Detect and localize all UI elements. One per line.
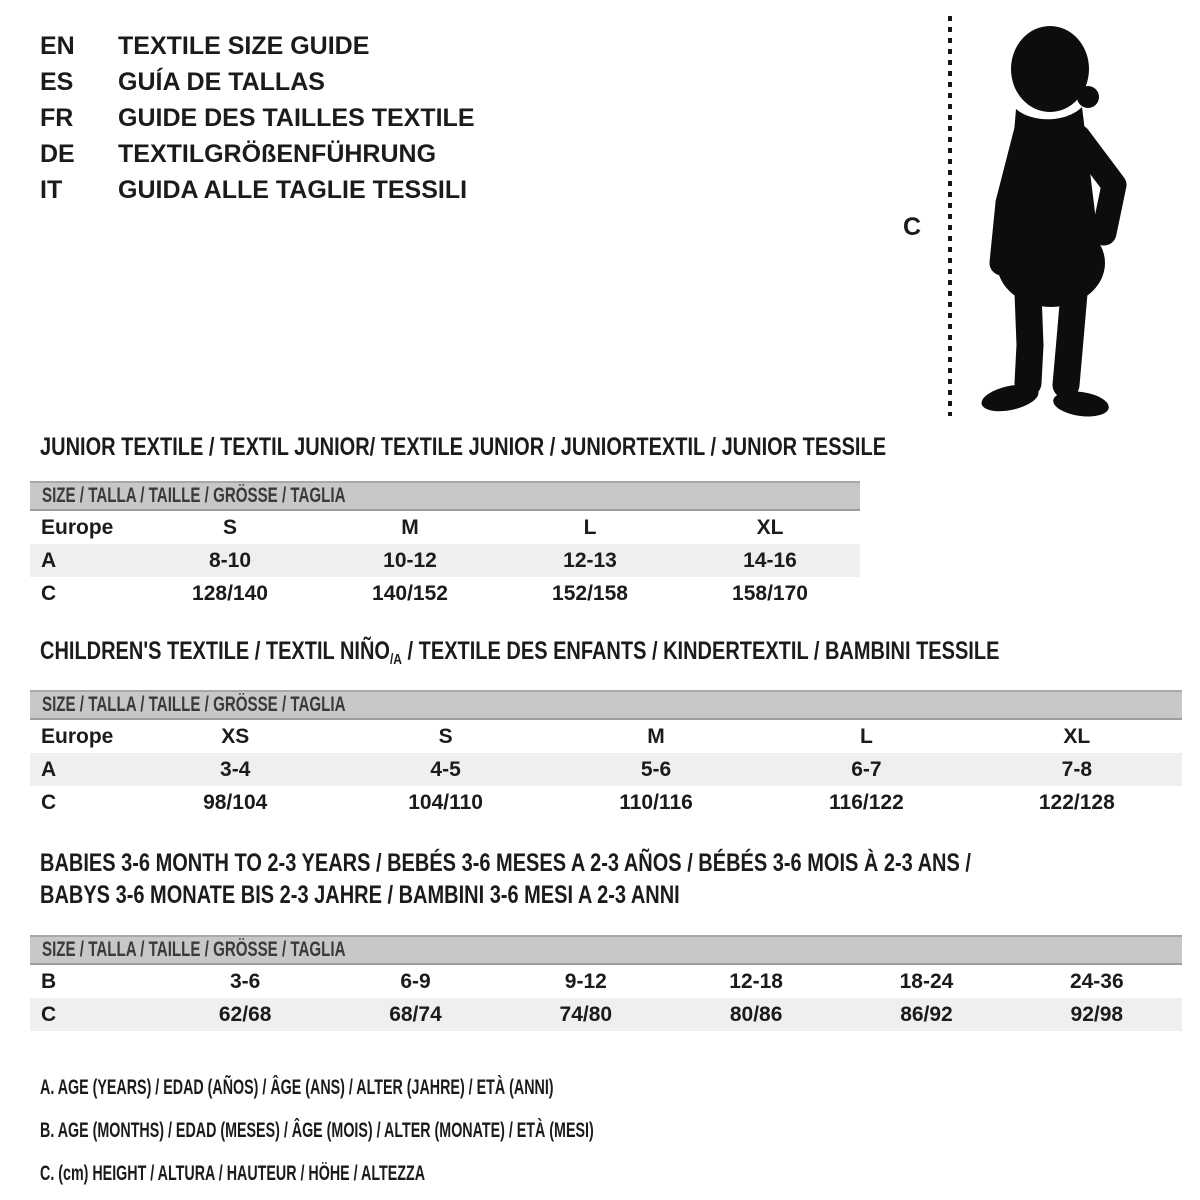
age-cell: 8-10: [208, 548, 252, 572]
language-title: TEXTILE SIZE GUIDE: [118, 31, 370, 60]
size-cell: XS: [221, 724, 250, 748]
language-title: GUIDA ALLE TAGLIE TESSILI: [118, 175, 468, 204]
note-age-months: [40, 1109, 854, 1152]
row-label: A: [41, 757, 57, 781]
note-text: A. AGE (YEARS) / EDAD (AÑOS) / ÂGE (ANS) / ALTER (JAHRE) / ETÀ (ANNI): [40, 1075, 554, 1099]
table-row-europe: [30, 720, 1182, 753]
age-cell: 4-5: [430, 757, 461, 781]
language-row-fr: [40, 100, 475, 136]
age-cell: 10-12: [383, 548, 437, 572]
children-size-table: [30, 690, 1182, 819]
age-cell: 5-6: [640, 757, 672, 781]
size-cell: XL: [1063, 724, 1091, 748]
size-header-label: SIZE / TALLA / TAILLE / GRÖSSE / TAGLIA: [42, 484, 346, 507]
size-cell: L: [860, 724, 873, 748]
junior-section-heading: [40, 432, 1098, 462]
height-cell: 86/92: [900, 1002, 953, 1026]
language-row-es: [40, 64, 475, 100]
months-cell: 3-6: [229, 969, 261, 993]
language-title: GUÍA DE TALLAS: [118, 67, 325, 96]
size-header-label: SIZE / TALLA / TAILLE / GRÖSSE / TAGLIA: [42, 693, 346, 716]
height-cell: 140/152: [372, 581, 448, 605]
children-heading-text: [40, 636, 999, 675]
row-label: Europe: [41, 724, 114, 748]
language-row-de: [40, 136, 475, 172]
size-cell: S: [222, 515, 237, 539]
language-title: GUIDE DES TAILLES TEXTILE: [118, 103, 475, 132]
table-row-age: [30, 753, 1182, 786]
height-cell: 152/158: [552, 581, 628, 605]
height-cell: 80/86: [729, 1002, 783, 1026]
babies-section-heading: [40, 847, 1200, 911]
months-cell: 6-9: [400, 969, 431, 993]
size-header-bar: [30, 481, 860, 511]
babies-heading-line1: BABIES 3-6 MONTH TO 2-3 YEARS / BEBÉS 3-6 MESES A 2-3 AÑOS / BÉBÉS 3-6 MOIS À 2-3 ANS /: [40, 849, 971, 877]
row-label: C: [41, 1002, 57, 1026]
size-cell: M: [401, 515, 419, 539]
row-label: B: [41, 969, 57, 993]
height-cell: 128/140: [192, 581, 268, 605]
height-measure-dashed-line: [948, 16, 952, 416]
junior-heading-text: JUNIOR TEXTILE / TEXTIL JUNIOR/ TEXTILE JUNIOR / JUNIORTEXTIL / JUNIOR TESSILE: [40, 433, 887, 461]
language-row-it: [40, 172, 475, 208]
babies-heading-line2: BABYS 3-6 MONATE BIS 2-3 JAHRE / BAMBINI 3-6 MESI A 2-3 ANNI: [40, 881, 680, 909]
note-text: B. AGE (MONTHS) / EDAD (MESES) / ÂGE (MOIS) / ALTER (MONATE) / ETÀ (MESI): [40, 1118, 594, 1142]
table-row-height: [30, 577, 860, 610]
months-cell: 24-36: [1069, 969, 1124, 993]
months-cell: 9-12: [564, 969, 607, 993]
months-cell: 12-18: [729, 969, 783, 993]
language-title: TEXTILGRÖßENFÜHRUNG: [118, 139, 437, 168]
age-cell: 12-13: [563, 548, 617, 572]
row-label: C: [41, 581, 57, 605]
height-cell: 104/110: [408, 790, 483, 814]
height-cell: 74/80: [559, 1002, 613, 1026]
height-cell: 122/128: [1038, 790, 1115, 814]
size-header-label: SIZE / TALLA / TAILLE / GRÖSSE / TAGLIA: [42, 938, 346, 961]
children-section-heading: [40, 636, 1200, 675]
legend-notes: [40, 1066, 854, 1195]
table-row-age: [30, 544, 860, 577]
language-code: IT: [40, 175, 63, 204]
note-height-cm: [40, 1152, 854, 1195]
row-label: Europe: [41, 515, 114, 539]
size-cell: S: [438, 724, 453, 748]
age-cell: 14-16: [743, 548, 797, 572]
height-cell: 98/104: [203, 790, 268, 814]
language-code: DE: [40, 139, 75, 168]
table-row-months: [30, 965, 1182, 998]
babies-size-table: [30, 935, 1182, 1031]
table-row-europe: [30, 511, 860, 544]
language-code: EN: [40, 31, 75, 60]
height-cell: 110/116: [619, 790, 693, 814]
height-cell: 116/122: [829, 790, 904, 814]
language-row-en: [40, 28, 475, 64]
size-header-bar: [30, 690, 1182, 720]
note-age-years: [40, 1066, 854, 1109]
language-code: FR: [40, 103, 74, 132]
children-heading-after: / TEXTILE DES ENFANTS / KINDERTEXTIL / BAMBINI TESSILE: [401, 637, 1000, 665]
row-label: A: [41, 548, 57, 572]
months-cell: 18-24: [899, 969, 954, 993]
height-cell: 158/170: [732, 581, 808, 605]
size-cell: XL: [756, 515, 784, 539]
children-heading-before: CHILDREN'S TEXTILE / TEXTIL NIÑO: [40, 637, 390, 665]
height-cell: 92/98: [1070, 1002, 1124, 1026]
height-cell: 62/68: [218, 1002, 272, 1026]
table-row-height: [30, 998, 1182, 1031]
height-measure-label: C: [903, 213, 922, 241]
language-code: ES: [40, 67, 74, 96]
toddler-silhouette-icon: [962, 13, 1140, 417]
size-cell: M: [647, 724, 665, 748]
table-row-height: [30, 786, 1182, 819]
age-cell: 6-7: [851, 757, 882, 781]
language-title-list: [40, 28, 475, 208]
junior-size-table: [30, 481, 860, 610]
age-cell: 7-8: [1061, 757, 1092, 781]
size-header-bar: [30, 935, 1182, 965]
size-cell: L: [583, 515, 597, 539]
age-cell: 3-4: [220, 757, 251, 781]
row-label: C: [41, 790, 57, 814]
height-cell: 68/74: [389, 1002, 442, 1026]
note-text: C. (cm) HEIGHT / ALTURA / HAUTEUR / HÖHE / ALTEZZA: [40, 1161, 426, 1185]
children-heading-sub: /A: [389, 651, 402, 668]
